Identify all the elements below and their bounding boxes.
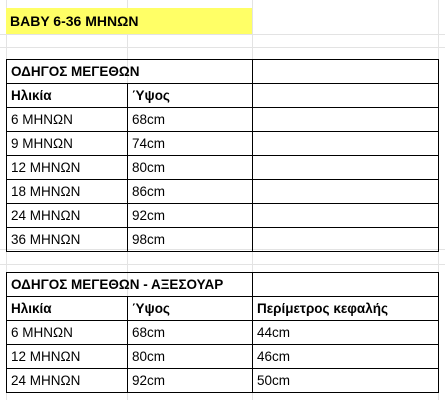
age-cell[interactable]: 12 ΜΗΝΩΝ xyxy=(7,345,128,369)
empty-cell[interactable] xyxy=(253,108,439,132)
gridline xyxy=(0,47,445,48)
age-cell[interactable]: 18 ΜΗΝΩΝ xyxy=(7,180,128,204)
table-row xyxy=(7,228,439,252)
height-cell[interactable]: 86cm xyxy=(128,180,253,204)
head-circumference-cell[interactable]: 50cm xyxy=(253,369,439,393)
height-cell[interactable]: 80cm xyxy=(128,345,253,369)
empty-cell[interactable] xyxy=(253,180,439,204)
empty-cell[interactable] xyxy=(253,273,439,297)
column-header-age[interactable]: Ηλικία xyxy=(7,297,128,321)
gridline xyxy=(0,34,445,35)
head-circumference-cell[interactable]: 46cm xyxy=(253,345,439,369)
sheet-title[interactable]: BABY 6-36 ΜΗΝΩΝ xyxy=(6,8,252,34)
age-cell[interactable]: 24 ΜΗΝΩΝ xyxy=(7,204,128,228)
height-cell[interactable]: 68cm xyxy=(128,321,253,345)
table-row xyxy=(7,204,439,228)
empty-cell[interactable] xyxy=(253,156,439,180)
age-cell[interactable]: 12 ΜΗΝΩΝ xyxy=(7,156,128,180)
table-row xyxy=(7,108,439,132)
accessories-size-guide-heading[interactable]: ΟΔΗΓΟΣ ΜΕΓΕΘΩΝ - ΑΞΕΣΟΥΑΡ xyxy=(7,273,253,297)
empty-cell[interactable] xyxy=(253,132,439,156)
age-cell[interactable]: 6 ΜΗΝΩΝ xyxy=(7,108,128,132)
age-cell[interactable]: 6 ΜΗΝΩΝ xyxy=(7,321,128,345)
age-cell[interactable]: 24 ΜΗΝΩΝ xyxy=(7,369,128,393)
column-header-head-circumference[interactable]: Περίμετρος κεφαλής xyxy=(253,297,439,321)
height-cell[interactable]: 74cm xyxy=(128,132,253,156)
table-row xyxy=(7,180,439,204)
table-row xyxy=(7,345,439,369)
table-row xyxy=(7,156,439,180)
empty-cell[interactable] xyxy=(253,204,439,228)
accessories-size-guide-table xyxy=(6,272,439,393)
size-guide-heading[interactable]: ΟΔΗΓΟΣ ΜΕΓΕΘΩΝ xyxy=(7,60,253,84)
table-row xyxy=(7,321,439,345)
age-cell[interactable]: 9 ΜΗΝΩΝ xyxy=(7,132,128,156)
gridline xyxy=(0,264,445,265)
empty-cell[interactable] xyxy=(253,228,439,252)
empty-cell[interactable] xyxy=(253,60,439,84)
column-header-age[interactable]: Ηλικία xyxy=(7,84,128,108)
height-cell[interactable]: 80cm xyxy=(128,156,253,180)
table-row xyxy=(7,132,439,156)
height-cell[interactable]: 68cm xyxy=(128,108,253,132)
head-circumference-cell[interactable]: 44cm xyxy=(253,321,439,345)
height-cell[interactable]: 92cm xyxy=(128,369,253,393)
height-cell[interactable]: 92cm xyxy=(128,204,253,228)
height-cell[interactable]: 98cm xyxy=(128,228,253,252)
empty-cell[interactable] xyxy=(253,84,439,108)
table-row xyxy=(7,369,439,393)
age-cell[interactable]: 36 ΜΗΝΩΝ xyxy=(7,228,128,252)
column-header-height[interactable]: Ύψος xyxy=(128,84,253,108)
column-header-height[interactable]: Ύψος xyxy=(128,297,253,321)
size-guide-table xyxy=(6,59,439,252)
